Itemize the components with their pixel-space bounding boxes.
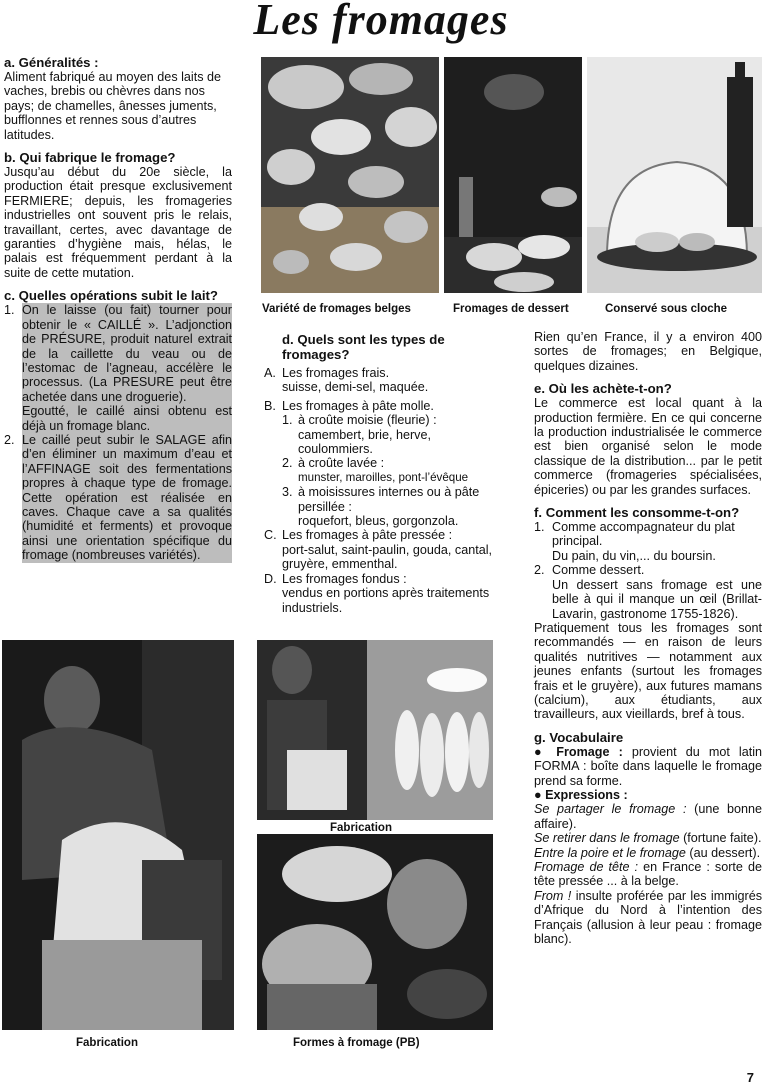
text-consommer-1: Comme accompagnateur du plat principal. [552, 520, 735, 549]
expression-5 [534, 889, 762, 947]
text-consommer-2: Comme dessert. [552, 563, 645, 578]
photo-fabrication-molds [257, 640, 493, 820]
type-B-title: Les fromages à pâte molle. [282, 398, 434, 413]
vocab-fromage-label: Fromage : [556, 744, 623, 759]
expression-1-term: Se partager le fromage : [534, 802, 687, 817]
caption-belgian-cheeses: Variété de fromages belges [262, 303, 411, 315]
text-ou-acheter: Le commerce est local quant à la production fermière. En ce qui concerne la production industrialisée le commerce est bien organisé selon le mode classique de la distribution... par le petit commerce (fromageries spécialisées, épiceries) ou par les grandes surfaces. [534, 396, 762, 497]
bullet-icon: ● [534, 744, 548, 759]
heading-types [264, 332, 496, 362]
type-B2-title: à croûte lavée : [298, 456, 385, 471]
type-B3 [264, 485, 496, 528]
expression-2-term: Se retirer dans le fromage [534, 831, 680, 846]
type-C [264, 528, 496, 571]
type-B3-body: roquefort, bleus, gorgonzola. [298, 514, 459, 529]
text-operation-1b: Egoutté, le caillé ainsi obtenu est déjà un fromage blanc. [22, 404, 232, 433]
text-operation-2: Le caillé peut subir le SALAGE afin d’en éliminer un maximum d’eau et l’AFFINAGE soit des fermentations propres à chaque type de fromage. Cette opération est réalisée en caves. Chaque cave a sa qualités (humidité et ferments) et provoque ainsi une orientation spécifique du fromage (nombreuses variétés). [22, 432, 232, 563]
type-letter: D. [264, 571, 277, 586]
heading-qui-fabrique: b. Qui fabrique le fromage? [4, 150, 176, 166]
sub-number: 2. [282, 456, 293, 471]
photo-fabrication-woman [2, 640, 234, 1030]
expression-5-term: From ! [534, 888, 572, 903]
type-B2-body: munster, maroilles, pont-l’évêque [298, 470, 469, 484]
text-intro-count: Rien qu’en France, il y a environ 400 sortes de fromages; en Belgique, quelques dizaines. [534, 330, 762, 373]
list-number: 1. [534, 520, 545, 535]
type-letter: C. [264, 528, 277, 543]
text-recommandes: Pratiquement tous les fromages sont recommandés — en raison de leurs qualités nutritives — notamment aux jeunes enfants (surtout les fromages frais et le gruyère), aux futures mamans (calcium), aux étudiants, aux travailleurs, aux vieillards, bref à tous. [534, 620, 762, 722]
type-C-body: port-salut, saint-paulin, gouda, cantal, gruyère, emmenthal. [282, 542, 493, 572]
heading-types-text: d. Quels sont les types de fromages? [282, 332, 445, 362]
list-item-consommer-2 [534, 563, 762, 621]
caption-dessert-cheeses: Fromages de dessert [453, 303, 569, 315]
expression-1 [534, 802, 762, 831]
page-number: 7 [746, 1070, 754, 1085]
photo-cheese-under-cloche [587, 57, 762, 293]
expression-4 [534, 860, 762, 889]
caption-fabrication-left: Fabrication [76, 1037, 138, 1049]
type-B2 [264, 456, 496, 485]
expression-4-def: en France : sorte de tête pressée ... à la belge. [534, 860, 762, 889]
type-D-title: Les fromages fondus : [282, 571, 407, 586]
vocab-expressions [534, 788, 762, 802]
caption-fabrication-mid: Fabrication [330, 822, 392, 834]
type-A-title: Les fromages frais. [282, 366, 390, 380]
text-generalites: Aliment fabriqué au moyen des laits de vaches, brebis ou chèvres dans nos pays; de chamelles, ânesses juments, bufflonnes et rennes sous d’autres latitudes. [4, 70, 222, 142]
type-B [264, 399, 496, 413]
list-item-consommer-1 [534, 520, 762, 563]
type-B3-title: à moisissures internes ou à pâte persillée : [298, 485, 480, 514]
expression-3-def: (au dessert). [689, 845, 761, 860]
type-B1 [264, 413, 496, 456]
expression-3 [534, 846, 762, 860]
bullet-icon: ● [534, 787, 542, 802]
list-item-operation-2 [4, 433, 232, 563]
text-consommer-1b: Du pain, du vin,... du boursin. [552, 548, 716, 563]
type-A-body: suisse, demi-sel, maquée. [282, 380, 429, 395]
list-item-operation-1 [4, 303, 232, 433]
list-number: 2. [534, 563, 545, 578]
type-C-title: Les fromages à pâte pressée : [282, 528, 453, 543]
expression-1-def: (une bonne affaire). [534, 802, 762, 831]
expression-5-def: insulte proférée par les immigrés d’Afrique du Nord à l’intention des Français (allusion à leur peau : fromage blanc). [534, 888, 762, 947]
list-number: 2. [4, 432, 15, 447]
type-D [264, 572, 496, 615]
text-qui-fabrique: Jusqu’au début du 20e siècle, la production était presque exclusivement FERMIERE; depuis, les fromageries industrielles ont souvent pris le relais, travaillant, certes, avec davantage de garanties d’hygiène mais, hélas, le palais est fréquemment perdant à la suite de cette mutation. [4, 165, 232, 280]
middle-column [264, 332, 496, 615]
vocab-expressions-label: Expressions : [545, 787, 628, 802]
heading-ou-acheter: e. Où les achète-t-on? [534, 381, 672, 397]
expression-4-term: Fromage de tête : [534, 860, 639, 874]
type-D-body: vendus en portions après traitements industriels. [282, 586, 490, 615]
heading-operations: c. Quelles opérations subit le lait? [4, 288, 218, 304]
photo-dessert-cheeses [444, 57, 582, 293]
heading-generalites: a. Généralités : [4, 55, 99, 70]
type-letter: A. [264, 366, 276, 380]
type-letter: B. [264, 398, 276, 413]
text-operation-1: On le laisse (ou fait) tourner pour obtenir le « CAILLÉ ». L’adjonction de PRÉSURE, produit naturel extrait de la caillette du veau ou de l’estomac de l’agneau, accélère le processus. (La PRESURE peut être achetée dans une droguerie). [22, 303, 232, 404]
sub-number: 1. [282, 413, 293, 428]
right-column [534, 330, 762, 946]
type-B1-title: à croûte moisie (fleurie) : [298, 413, 437, 428]
left-column [4, 55, 232, 563]
sub-number: 3. [282, 485, 293, 500]
expression-2 [534, 831, 762, 845]
page-title: Les fromages [253, 0, 509, 44]
photo-cheese-forms [257, 834, 493, 1030]
list-number: 1. [4, 303, 15, 318]
heading-vocabulaire: g. Vocabulaire [534, 729, 624, 745]
caption-cloche: Conservé sous cloche [605, 303, 728, 315]
type-B1-body: camembert, brie, herve, coulommiers. [298, 427, 431, 457]
caption-forms: Formes à fromage (PB) [293, 1037, 420, 1049]
vocab-fromage [534, 745, 762, 788]
expression-3-term: Entre la poire et le fromage [534, 845, 686, 860]
text-consommer-2b: Un dessert sans fromage est une belle à qui il manque un œil (Brillat-Lavarin, gastronome 1755-1826). [552, 577, 762, 621]
photo-belgian-cheeses [261, 57, 439, 293]
expression-2-def: (fortune faite). [683, 831, 762, 846]
vocab-fromage-body: provient du mot latin FORMA : boîte dans laquelle le fromage prend sa forme. [534, 744, 762, 788]
type-A [264, 366, 496, 395]
heading-comment-consommer: f. Comment les consomme-t-on? [534, 505, 740, 521]
